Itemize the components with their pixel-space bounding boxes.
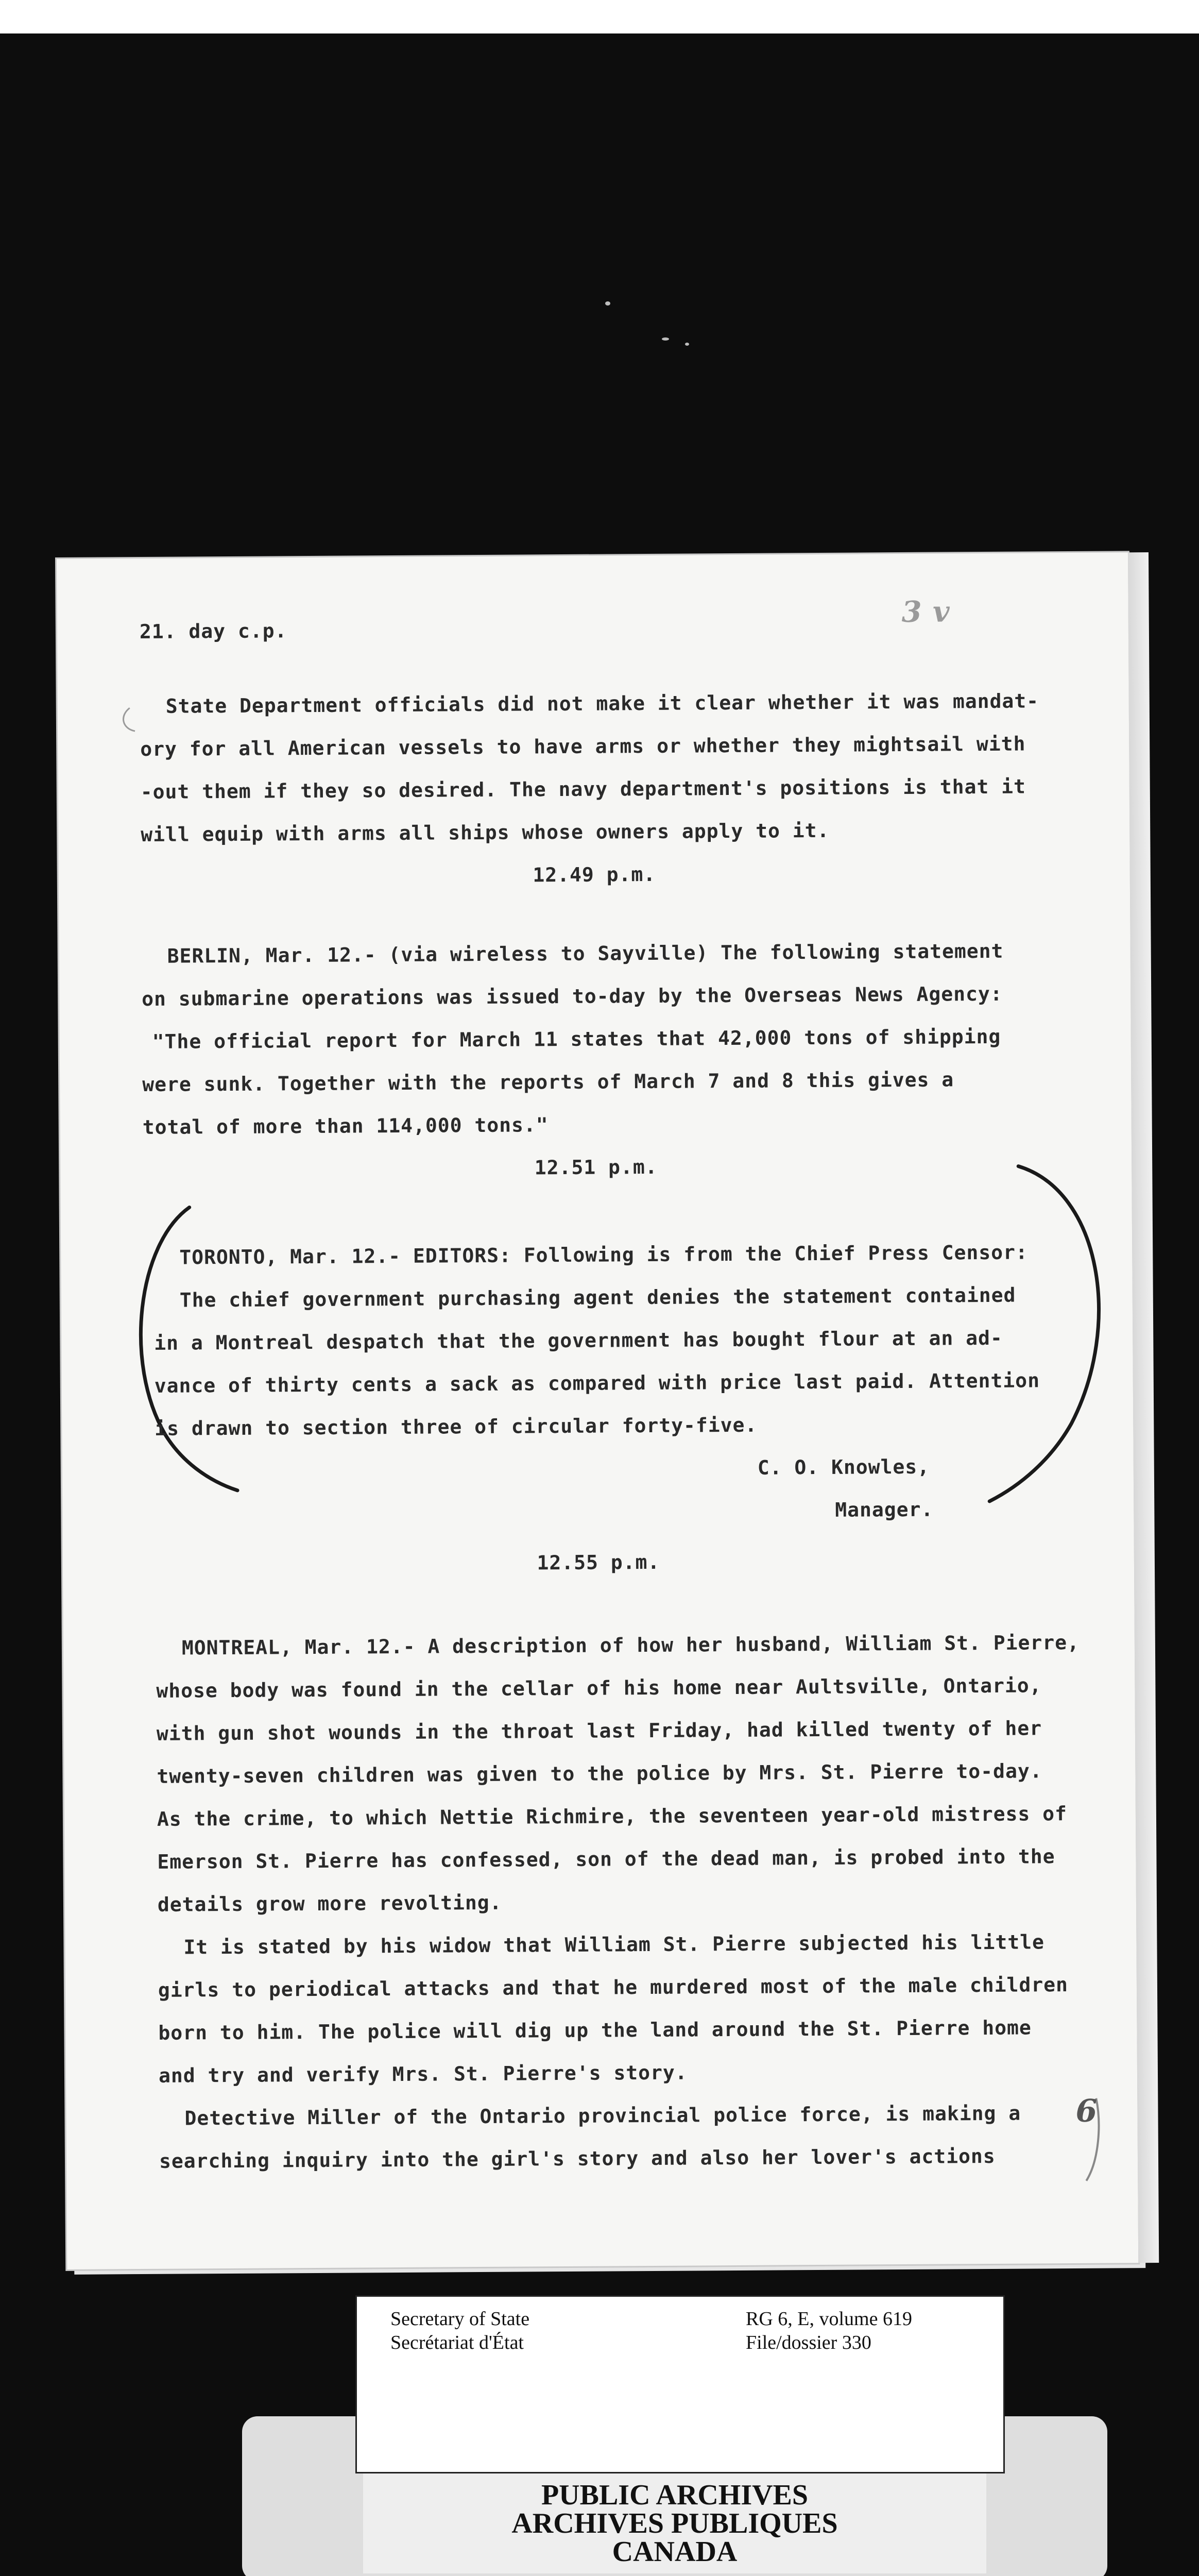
paragraph3-line: in a Montreal despatch that the government has bought flour at an ad- [154, 1326, 1003, 1354]
paragraph4-line: Emerson St. Pierre has confessed, son of the dead man, is probed into the [157, 1845, 1055, 1873]
paragraph5-line: born to him. The police will dig up the land around the St. Pierre home [158, 2016, 1032, 2044]
paragraph3-line: The chief government purchasing agent denies the statement contained [179, 1283, 1016, 1312]
paragraph2-line: were sunk. Together with the reports of March 7 and 8 this gives a [142, 1068, 954, 1096]
dust-speck [605, 301, 610, 306]
timestamp: 12.49 p.m. [533, 862, 656, 887]
document-header: 21. day c.p. [139, 619, 287, 643]
paragraph1-line: State Department officials did not make it clear whether it was mandat- [165, 689, 1039, 718]
paragraph6-line: Detective Miller of the Ontario provincial police force, is making a [184, 2102, 1021, 2130]
paragraph2-line: "The official report for March 11 states that 42,000 tons of shipping [152, 1025, 1001, 1053]
paragraph3-line: vance of thirty cents a sack as compared with price last paid. Attention [154, 1369, 1040, 1397]
label-file-number: File/dossier 330 [746, 2332, 871, 2353]
paragraph5-line: girls to periodical attacks and that he murdered most of the male children [158, 1973, 1069, 2002]
paragraph4-line: details grow more revolting. [157, 1891, 502, 1916]
archive-reference-label [355, 2295, 1005, 2473]
paragraph2-line: on submarine operations was issued to-day by the Overseas News Agency: [142, 982, 1003, 1011]
stamp-line2: ARCHIVES PUBLIQUES [511, 2507, 838, 2539]
paragraph5-line: and try and verify Mrs. St. Pierre's story. [158, 2061, 688, 2087]
paragraph4-line: As the crime, to which Nettie Richmire, the seventeen year-old mistress of [157, 1802, 1068, 1831]
paragraph4-line: with gun shot wounds in the throat last Friday, had killed twenty of her [156, 1717, 1042, 1745]
timestamp: 12.55 p.m. [537, 1550, 660, 1574]
paragraph1-line: -out them if they so desired. The navy department's positions is that it [140, 775, 1026, 804]
paragraph1-line: will equip with arms all ships whose owners apply to it. [141, 819, 830, 846]
stamp-line3: CANADA [612, 2536, 738, 2568]
label-department-fr: Secrétariat d'État [390, 2332, 524, 2353]
typed-page [57, 552, 1138, 2269]
document-text [57, 552, 1134, 2173]
dust-speck [685, 343, 689, 346]
paragraph3-line: TORONTO, Mar. 12.- EDITORS: Following is from the Chief Press Censor: [179, 1241, 1028, 1269]
timestamp: 12.51 p.m. [534, 1155, 658, 1179]
paragraph4-line: MONTREAL, Mar. 12.- A description of how her husband, William St. Pierre, [181, 1631, 1080, 1659]
stamp-line1: PUBLIC ARCHIVES [541, 2479, 809, 2511]
dust-speck [662, 337, 669, 341]
paragraph4-line: whose body was found in the cellar of his home near Aultsville, Ontario, [156, 1674, 1042, 1702]
paragraph3-line: is drawn to section three of circular forty-five. [155, 1413, 758, 1440]
paragraph6-line: searching inquiry into the girl's story and also her lover's actions [159, 2144, 996, 2173]
page-number-mark: 6 [1075, 2093, 1098, 2129]
handwritten-annotation: 3 v [901, 595, 950, 629]
paragraph2-line: BERLIN, Mar. 12.- (via wireless to Sayville) The following statement [167, 939, 1004, 968]
label-record-group: RG 6, E, volume 619 [746, 2308, 912, 2330]
signature-title: Manager. [835, 1498, 934, 1521]
label-department-en: Secretary of State [390, 2308, 530, 2330]
signature-name: C. O. Knowles, [757, 1455, 930, 1479]
paragraph5-line: It is stated by his widow that William St. Pierre subjected his little [183, 1930, 1045, 1959]
paragraph4-line: twenty-seven children was given to the police by Mrs. St. Pierre to-day. [157, 1759, 1042, 1788]
paragraph1-line: ory for all American vessels to have arms or whether they mightsail with [140, 732, 1026, 761]
paragraph2-line: total of more than 114,000 tons." [142, 1113, 549, 1139]
